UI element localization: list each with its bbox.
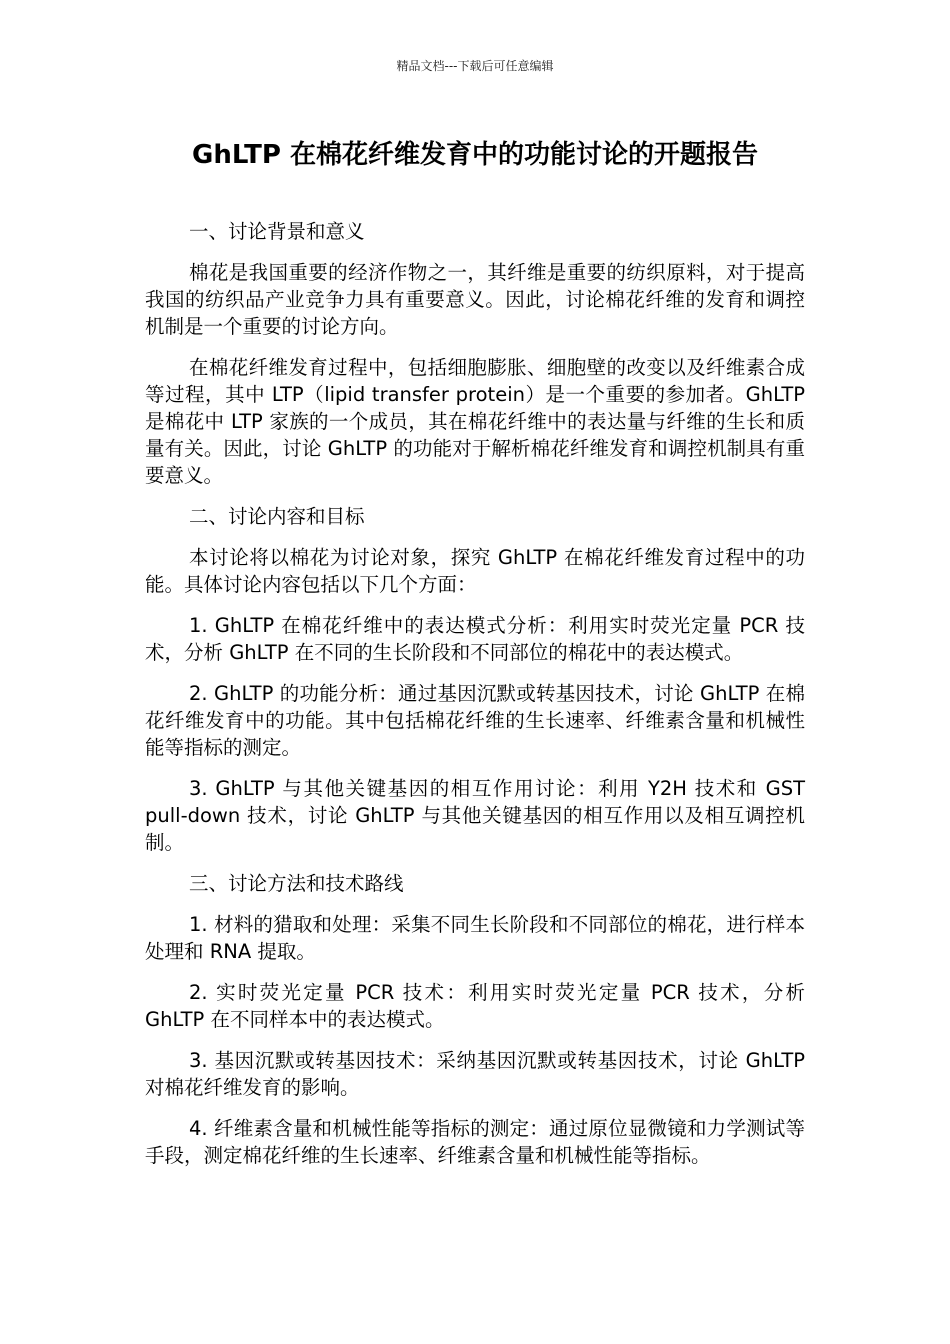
list-item-content-2: 2. GhLTP 的功能分析：通过基因沉默或转基因技术，讨论 GhLTP 在棉花纤维发育中的功能。其中包括棉花纤维的生长速率、纤维素含量和机械性能等指标的测定。 bbox=[145, 682, 805, 759]
list-item-content-1: 1. GhLTP 在棉花纤维中的表达模式分析：利用实时荧光定量 PCR 技术，分析 GhLTP 在不同的生长阶段和不同部位的棉花中的表达模式。 bbox=[145, 614, 805, 664]
paragraph-background-1: 棉花是我国重要的经济作物之一，其纤维是重要的纺织原料，对于提高我国的纺织品产业竞争力具有重要意义。因此，讨论棉花纤维的发育和调控机制是一个重要的讨论方向。 bbox=[145, 261, 805, 338]
list-item-methods-2: 2. 实时荧光定量 PCR 技术：利用实时荧光定量 PCR 技术，分析 GhLTP 在不同样本中的表达模式。 bbox=[145, 981, 805, 1031]
list-item-methods-3: 3. 基因沉默或转基因技术：采纳基因沉默或转基因技术，讨论 GhLTP 对棉花纤维发育的影响。 bbox=[145, 1049, 805, 1099]
document-title: GhLTP 在棉花纤维发育中的功能讨论的开题报告 bbox=[192, 140, 758, 170]
section-heading-methods: 三、讨论方法和技术路线 bbox=[189, 872, 404, 895]
paragraph-background-2: 在棉花纤维发育过程中，包括细胞膨胀、细胞壁的改变以及纤维素合成等过程，其中 LTP（lipid transfer protein）是一个重要的参加者。GhLTP 是棉花中 LTP 家族的一个成员，其在棉花纤维中的表达量与纤维的生长和质量有关。因此，讨论 GhLTP 的功能对于解析棉花纤维发育和调控机制具有重要意义。 bbox=[145, 356, 805, 487]
section-heading-content: 二、讨论内容和目标 bbox=[189, 505, 365, 528]
document-body bbox=[145, 218, 805, 1183]
paragraph-content-intro: 本讨论将以棉花为讨论对象，探究 GhLTP 在棉花纤维发育过程中的功能。具体讨论内容包括以下几个方面： bbox=[145, 546, 805, 596]
list-item-methods-1: 1. 材料的猎取和处理：采集不同生长阶段和不同部位的棉花，进行样本处理和 RNA 提取。 bbox=[145, 913, 805, 963]
section-heading-background: 一、讨论背景和意义 bbox=[189, 220, 365, 243]
list-item-methods-4: 4. 纤维素含量和机械性能等指标的测定：通过原位显微镜和力学测试等手段，测定棉花纤维的生长速率、纤维素含量和机械性能等指标。 bbox=[145, 1117, 805, 1167]
page-header: 精品文档---下载后可任意编辑 bbox=[396, 59, 554, 73]
list-item-content-3: 3. GhLTP 与其他关键基因的相互作用讨论：利用 Y2H 技术和 GST pull-down 技术，讨论 GhLTP 与其他关键基因的相互作用以及相互调控机制。 bbox=[145, 777, 805, 854]
